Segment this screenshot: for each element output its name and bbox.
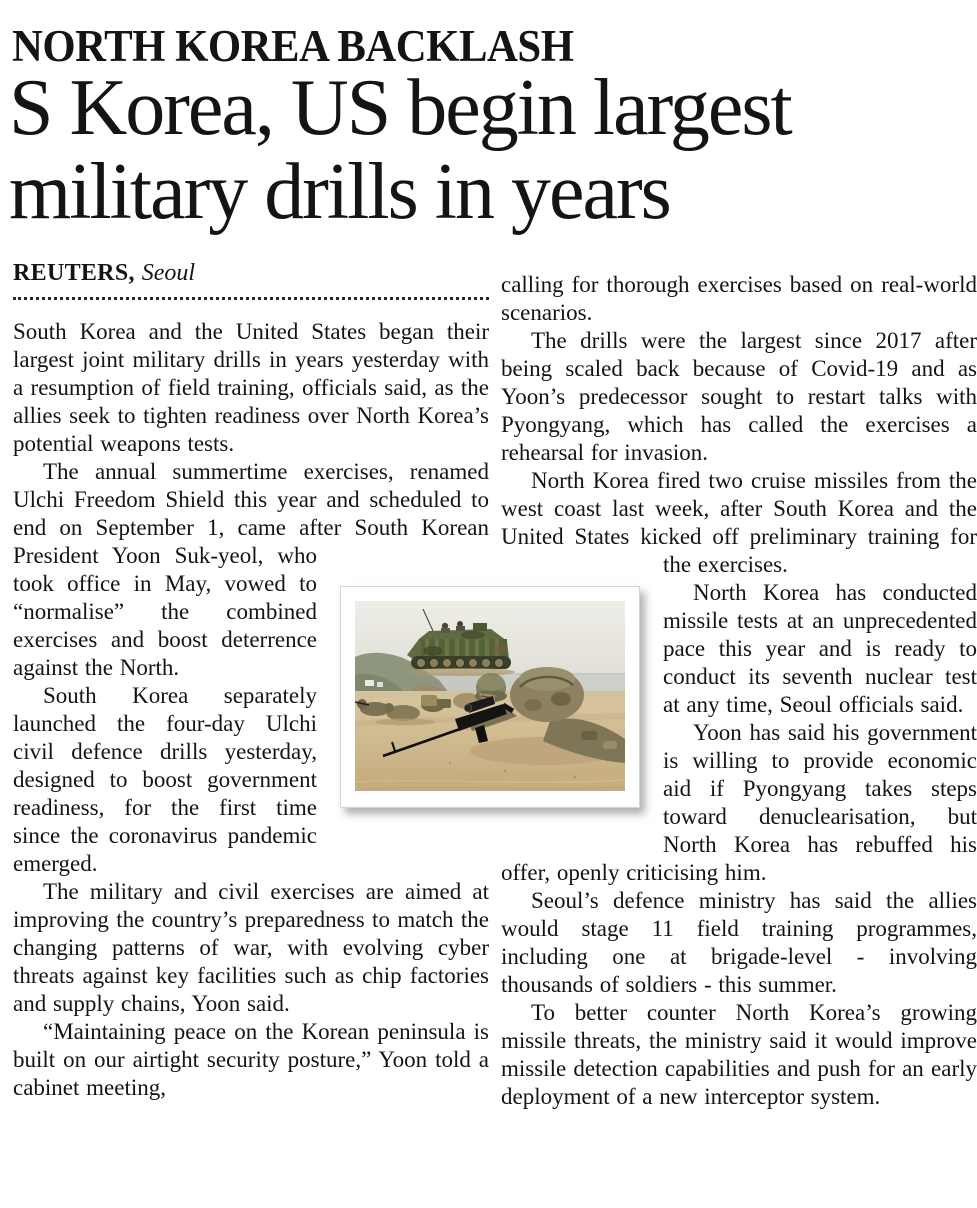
article-paragraph: calling for thorough exercises based on real-world scenarios.	[501, 272, 977, 325]
article-paragraph: “Maintaining peace on the Korean peninsula is built on our airtight security posture,” Yoon told a cabinet meeting,	[13, 1019, 489, 1100]
article-paragraph: North Korea has conducted missile tests at an unprecedented pace this year and is ready to conduct its seventh nuclear test at any time, Seoul officials said.	[663, 580, 977, 717]
section-kicker: NORTH KOREA BACKLASH	[12, 21, 574, 71]
article-paragraph: The military and civil exercises are aimed at improving the country’s preparedness to match the changing patterns of war, with evolving cyber threats against key facilities such as chip factories and supply chains, Yoon said.	[13, 879, 489, 1016]
byline-divider	[13, 297, 489, 300]
byline	[13, 260, 195, 287]
article-paragraph: The annual summertime exercises, renamed Ulchi Freedom Shield this year and scheduled to end on September 1, came after South Korean President Yoon Suk-yeol, who took office in May, vowed to “normalise” the combined exercises and boost deterrence against the North.	[13, 459, 489, 680]
article-paragraph: To better counter North Korea’s growing missile threats, the ministry said it would improve missile detection capabilities and push for an early deployment of a new interceptor system.	[501, 1000, 977, 1109]
article-paragraph: South Korea separately launched the four-day Ulchi civil defence drills yesterday, designed to boost government readiness, for the first time since the coronavirus pandemic emerged.	[13, 683, 317, 876]
headline: S Korea, US begin largest military drills in years	[9, 64, 791, 236]
article-paragraph: The drills were the largest since 2017 after being scaled back because of Covid-19 and as Yoon’s predecessor sought to restart talks with Pyongyang, which has called the exercises a rehearsal for invasion.	[501, 328, 977, 465]
article-paragraph: North Korea fired two cruise missiles from the west coast last week, after South Korea and the United States kicked off preliminary training for the exercises.	[501, 468, 977, 577]
byline-agency: REUTERS,	[13, 260, 135, 286]
article-paragraph: Seoul’s defence ministry has said the allies would stage 11 field training programmes, including one at brigade-level - involving thousands of soldiers - this summer.	[501, 888, 977, 997]
beach-drill-photo-illustration	[355, 601, 625, 791]
byline-location: Seoul	[141, 260, 196, 286]
article-paragraph: Yoon has said his government is willing to provide economic aid if Pyongyang takes steps toward denuclearisation, but North Korea has rebuffed his offer, openly criticising him.	[501, 720, 977, 885]
article-photo	[340, 586, 640, 808]
article-paragraph: South Korea and the United States began their largest joint military drills in years yesterday with a resumption of field training, officials said, as the allies seek to tighten readiness over North Korea’s potential weapons tests.	[13, 319, 489, 456]
